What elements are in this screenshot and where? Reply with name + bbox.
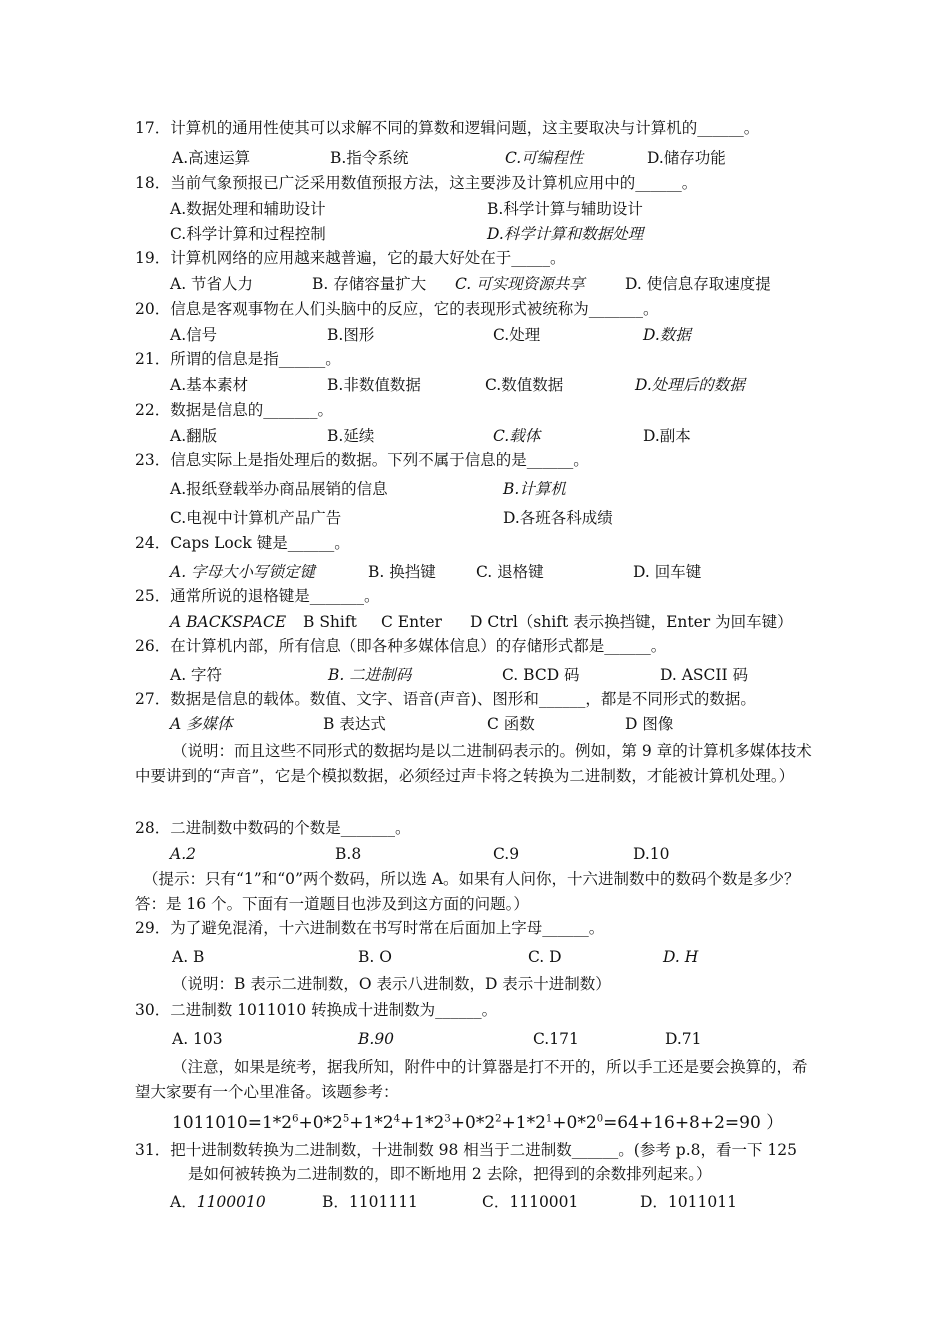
q25-option-d: D Ctrl（shift 表示换挡键，Enter 为回车键） [470, 613, 793, 631]
q17-option-d: D.储存功能 [647, 149, 726, 167]
q28-option-d: D.10 [633, 845, 670, 863]
question-27: 27．数据是信息的载体。数值、文字、语音(声音)、图形和______，都是不同形式的数据。 [135, 690, 756, 708]
q31-option-a: A．1100010 [170, 1193, 266, 1211]
q30-formula: $1011010=1*2^6+0*2^5+1*2^4+1*2^3+0*2^2+1*2^1+0*2^0=64+16+8+2=90$ ） [172, 1113, 784, 1133]
q17-option-a: A.高速运算 [172, 149, 251, 167]
q18-option-d: D.科学计算和数据处理 [487, 225, 644, 243]
q19-option-d: D. 使信息存取速度提 [625, 275, 771, 293]
q30-option-a: A. 103 [172, 1030, 223, 1048]
question-26: 26．在计算机内部，所有信息（即各种多媒体信息）的存储形式都是______。 [135, 637, 667, 655]
q23-option-d: D.各班各科成绩 [503, 509, 613, 527]
q19-option-b: B. 存储容量扩大 [312, 275, 427, 293]
q27-option-a: A 多媒体 [170, 715, 233, 733]
question-17: 17．计算机的通用性使其可以求解不同的算数和逻辑问题，这主要取决与计算机的______。 [135, 119, 760, 137]
q31-option-d: D．1011011 [640, 1193, 737, 1211]
q27-note: （说明：而且这些不同形式的数据均是以二进制码表示的。例如，第 9 章的计算机多媒体技术中要讲到的“声音”，它是个模拟数据，必须经过声卡将之转换为二进制数，才能被计算机处理。） [135, 742, 812, 785]
q26-option-b: B. 二进制码 [328, 666, 412, 684]
q28-hint: （提示：只有“1”和“0”两个数码，所以选 A。如果有人问你，十六进制数中的数码个数是多少？答：是 16 个。下面有一道题目也涉及到这方面的问题。） [135, 870, 800, 913]
q28-option-b: B.8 [335, 845, 362, 863]
q25-option-a: A BACKSPACE [170, 613, 287, 631]
q22-option-c: C.载体 [493, 427, 541, 445]
q24-option-b: B. 换挡键 [368, 563, 436, 581]
q21-option-a: A.基本素材 [170, 376, 249, 394]
question-21: 21．所谓的信息是指______。 [135, 350, 341, 368]
q30-option-c: C.171 [533, 1030, 579, 1048]
q30-note: （注意，如果是统考，据我所知，附件中的计算器是打不开的，所以手工还是要会换算的，希望大家要有一个心里准备。该题参考： [135, 1058, 808, 1101]
q29-option-a: A. B [172, 948, 205, 966]
question-24: 24．Caps Lock 键是______。 [135, 534, 350, 552]
q24-option-d: D. 回车键 [633, 563, 702, 581]
q23-option-b: B.计算机 [503, 480, 566, 498]
q21-option-b: B.非数值数据 [327, 376, 421, 394]
q21-option-d: D.处理后的数据 [635, 376, 745, 394]
q25-option-c: C Enter [381, 613, 442, 631]
q29-option-c: C. D [528, 948, 562, 966]
q18-option-a: A.数据处理和辅助设计 [170, 200, 326, 218]
q20-option-d: D.数据 [643, 326, 691, 344]
q28-option-c: C.9 [493, 845, 520, 863]
q27-option-b: B 表达式 [323, 715, 386, 733]
q31-option-b: B．1101111 [322, 1193, 418, 1211]
q29-option-b: B. O [358, 948, 392, 966]
q27-option-d: D 图像 [625, 715, 674, 733]
question-23: 23．信息实际上是指处理后的数据。下列不属于信息的是______。 [135, 451, 589, 469]
q24-option-c: C. 退格键 [476, 563, 544, 581]
q27-option-c: C 函数 [487, 715, 535, 733]
q31-option-c: C．1110001 [482, 1193, 579, 1211]
q30-option-d: D.71 [665, 1030, 702, 1048]
q29-note: （说明：B 表示二进制数，O 表示八进制数，D 表示十进制数） [172, 975, 611, 993]
q17-option-c: C.可编程性 [505, 149, 584, 167]
q26-option-a: A. 字符 [170, 666, 223, 684]
q18-option-c: C.科学计算和过程控制 [170, 225, 326, 243]
q22-option-d: D.副本 [643, 427, 691, 445]
q22-option-a: A.翻版 [170, 427, 218, 445]
question-28: 28．二进制数中数码的个数是_______。 [135, 819, 411, 837]
q23-option-c: C.电视中计算机产品广告 [170, 509, 342, 527]
q25-option-b: B Shift [303, 613, 357, 631]
question-18: 18．当前气象预报已广泛采用数值预报方法，这主要涉及计算机应用中的______。 [135, 174, 698, 192]
question-22: 22．数据是信息的_______。 [135, 401, 333, 419]
question-31: 31．把十进制数转换为二进制数，十进制数 98 相当于二进制数______。(参考 p.8，看一下 125 [135, 1141, 797, 1159]
q19-option-c: C. 可实现资源共享 [455, 275, 585, 293]
q20-option-a: A.信号 [170, 326, 218, 344]
q29-option-d: D. H [663, 948, 699, 966]
q20-option-c: C.处理 [493, 326, 541, 344]
q26-option-c: C. BCD 码 [502, 666, 580, 684]
q20-option-b: B.图形 [327, 326, 375, 344]
q30-option-b: B.90 [358, 1030, 395, 1048]
question-25: 25．通常所说的退格键是_______。 [135, 587, 380, 605]
question-20: 20．信息是客观事物在人们头脑中的反应，它的表现形式被统称为_______。 [135, 300, 659, 318]
q24-option-a: A. 字母大小写锁定键 [170, 563, 316, 581]
q17-option-b: B.指令系统 [330, 149, 409, 167]
q19-option-a: A. 节省人力 [170, 275, 254, 293]
question-29: 29．为了避免混淆，十六进制数在书写时常在后面加上字母______。 [135, 919, 605, 937]
q28-option-a: A.2 [170, 845, 196, 863]
q21-option-c: C.数值数据 [485, 376, 564, 394]
q26-option-d: D. ASCII 码 [660, 666, 749, 684]
q23-option-a: A.报纸登载举办商品展销的信息 [170, 480, 388, 498]
question-31-cont: 是如何被转换为二进制数的，即不断地用 2 去除，把得到的余数排列起来。） [188, 1165, 712, 1183]
question-30: 30．二进制数 1011010 转换成十进制数为______。 [135, 1001, 498, 1019]
question-19: 19．计算机网络的应用越来越普遍，它的最大好处在于_____。 [135, 249, 566, 267]
q18-option-b: B.科学计算与辅助设计 [487, 200, 643, 218]
q22-option-b: B.延续 [327, 427, 375, 445]
